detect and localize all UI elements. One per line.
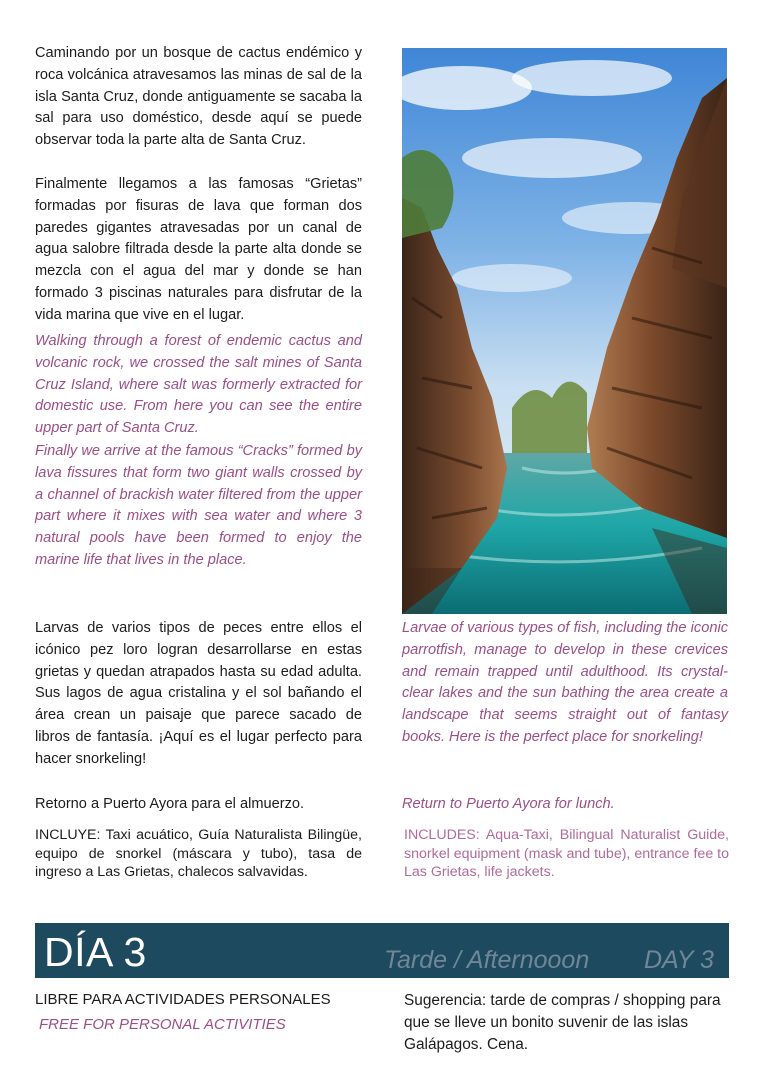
- paragraph-es-3: Larvas de varios tipos de peces entre ellos el icónico pez loro logran desarrollarse en estas grietas y quedan atrapados hasta su edad adulta. Sus lagos de agua cristalina y el sol bañando el área crean un paisaje que parece sacado de libros de fantasía. ¡Aquí es el lugar perfecto para hacer snorkeling!: [35, 620, 362, 767]
- free-activities-en: FREE FOR PERSONAL ACTIVITIES: [39, 1016, 286, 1033]
- paragraph-es-1: Caminando por un bosque de cactus endémico y roca volcánica atravesamos las minas de sal de la isla Santa Cruz, donde antiguamente se sacaba la sal para uso doméstico, desde aquí se puede observar toda la parte alta de Santa Cruz.: [35, 45, 362, 149]
- day-title-es: DÍA 3: [44, 929, 147, 975]
- paragraph-en-return: Return to Puerto Ayora for lunch.: [402, 796, 615, 812]
- period-label: Tarde / Afternooon: [384, 946, 590, 974]
- paragraph-en-2: Finally we arrive at the famous “Cracks” formed by lava fissures that form two giant walls crossed by a channel of brackish water filtered from the upper part where it mixes with sea water and where 3 natural pools have been formed to enjoy the marine life that lives in the place.: [35, 443, 362, 568]
- grietas-photo-illustration: [402, 48, 727, 614]
- includes-es: INCLUYE: Taxi acuático, Guía Naturalista Bilingüe, equipo de snorkel (máscara y tubo), tasa de ingreso a Las Grietas, chalecos salvavidas.: [35, 827, 362, 880]
- grietas-photo: [402, 48, 727, 614]
- paragraph-en-3: Larvae of various types of fish, including the iconic parrotfish, manage to develop in these crevices and remain trapped until adulthood. Its crystal-clear lakes and the sun bathing the area create a landscape that seems straight out of fantasy books. Here is the perfect place for snorkeling!: [402, 620, 728, 745]
- includes-en: INCLUDES: Aqua-Taxi, Bilingual Naturalist Guide, snorkel equipment (mask and tube), entrance fee to Las Grietas, life jackets.: [404, 827, 729, 880]
- suggestion-text: Sugerencia: tarde de compras / shopping para que se lleve un bonito suvenir de las islas Galápagos. Cena.: [404, 992, 721, 1053]
- free-activities-es: LIBRE PARA ACTIVIDADES PERSONALES: [35, 991, 331, 1008]
- paragraph-es-2: Finalmente llegamos a las famosas “Grietas” formadas por fisuras de lava que forman dos paredes gigantes atravesadas por un canal de agua salobre filtrada desde la parte alta donde se mezcla con el agua del mar y donde se han formado 3 piscinas naturales para disfrutar de la vida marina que vive en el lugar.: [35, 176, 362, 323]
- paragraph-en-1: Walking through a forest of endemic cactus and volcanic rock, we crossed the salt mines of Santa Cruz Island, where salt was formerly extracted for domestic use. From here you can see the entire upper part of Santa Cruz.: [35, 333, 362, 437]
- day-title-en: DAY 3: [644, 946, 714, 974]
- paragraph-es-return: Retorno a Puerto Ayora para el almuerzo.: [35, 796, 305, 812]
- day-banner: [35, 923, 729, 978]
